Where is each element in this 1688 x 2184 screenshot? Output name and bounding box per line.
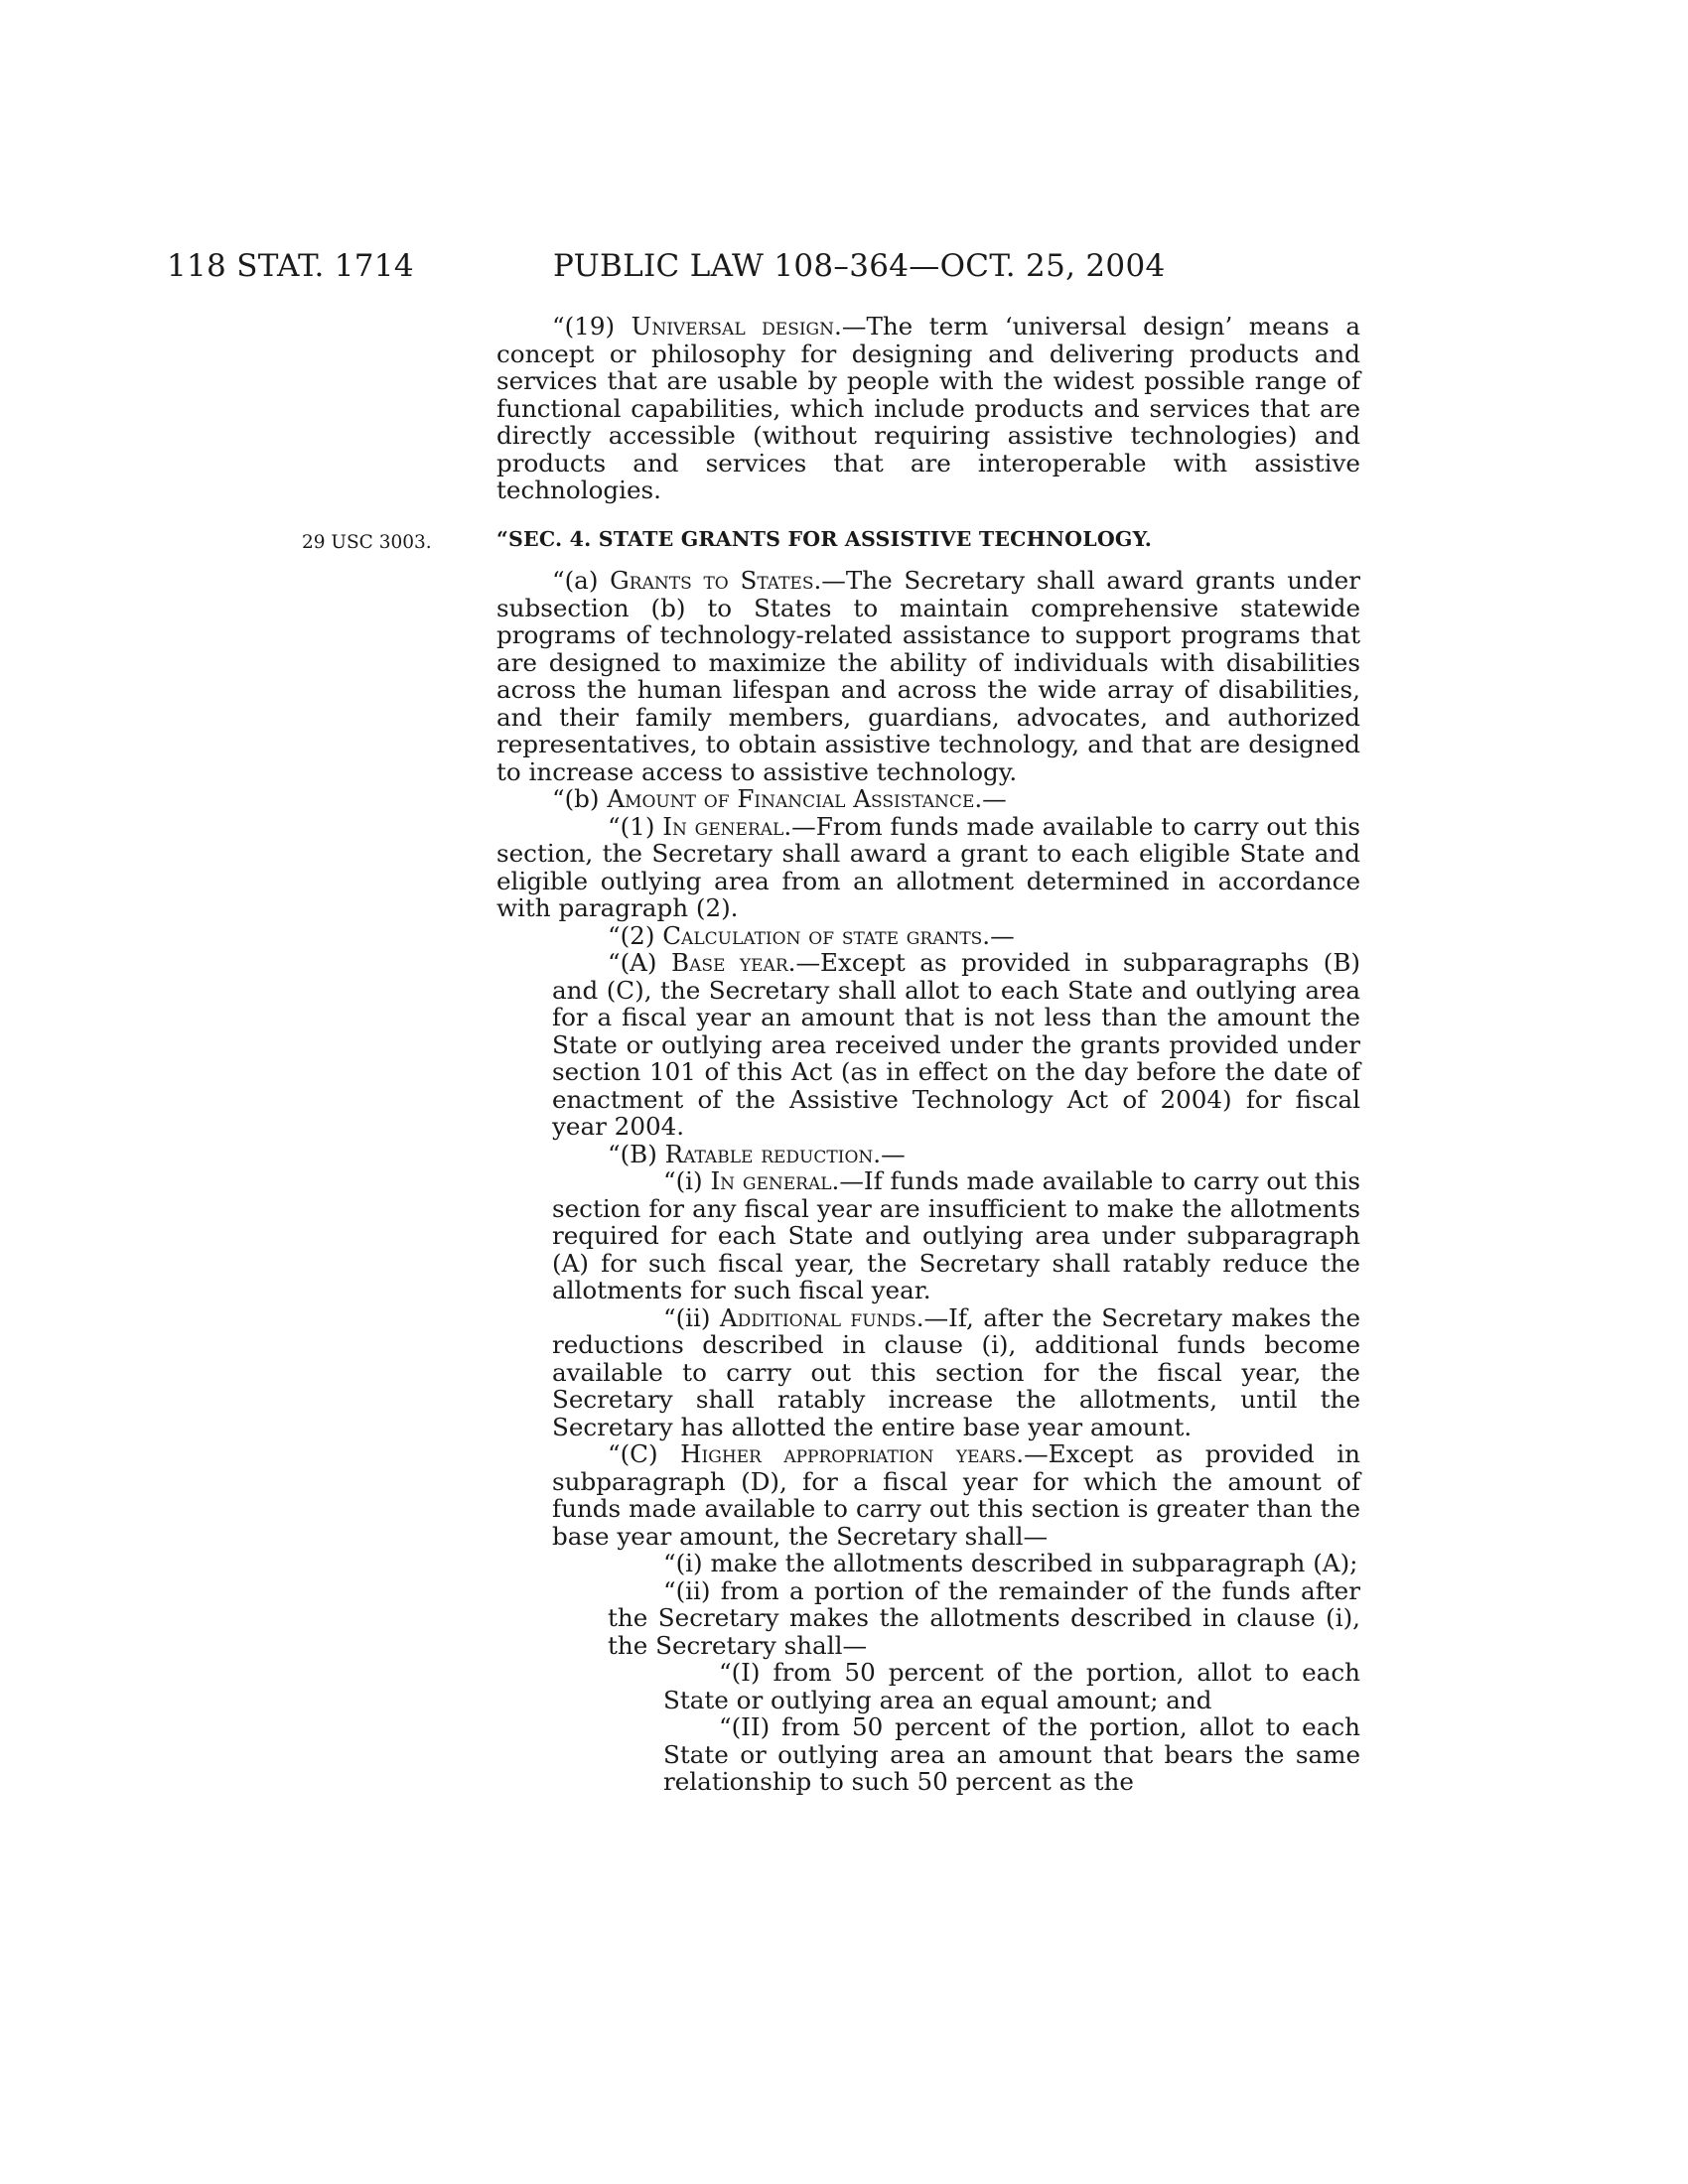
subparagraph-A: “(A) Base year.—Except as provided in subparagraphs (B) and (C), the Secretary shall allot to each State and outlying area for a fiscal year an amount that is not less than the amount the State or outlying area received under the grants provided under section 101 of this Act (as in effect on the day before the date of enactment of the Assistive Technology Act of 2004) for fiscal year 2004. <box>552 948 1360 1141</box>
paragraph-19: “(19) Universal design.—The term ‘universal design’ means a concept or philosophy for designing and delivering products and services that are usable by people with the widest possible range of functional capabilities, which include products and services that are directly accessible (without requiring assistive technologies) and products and services that are interoperable with assistive technologies. <box>496 312 1360 504</box>
clause-C-ii: “(ii) from a portion of the remainder of the funds after the Secretary makes the allotments described in clause (i), the Secretary shall— <box>608 1575 1360 1660</box>
subclause-C-II: “(II) from 50 percent of the portion, allot to each State or outlying area an amount that bears the same relationship to such 50 percent as the <box>663 1712 1360 1796</box>
clause-B-ii: “(ii) Additional funds.—If, after the Secretary makes the reductions described in clause (i), additional funds become available to carry out this section for the fiscal year, the Secretary shall ratably increase the allotments, until the Secretary has allotted the entire base year amount. <box>552 1302 1361 1441</box>
paragraph-b1: “(1) In general.—From funds made available to carry out this section, the Secretary shall award a grant to each eligible State and eligible outlying area from an allotment determined in accordance with paragraph (2). <box>496 811 1360 922</box>
subclause-C-I: “(I) from 50 percent of the portion, allot to each State or outlying area an equal amount; and <box>663 1658 1360 1714</box>
section-heading: “SEC. 4. STATE GRANTS FOR ASSISTIVE TECHNOLOGY. <box>496 526 1153 551</box>
clause-B-i: “(i) In general.—If funds made available to carry out this section for any fiscal year are insufficient to make the allotments required for each State and outlying area under subparagraph (A) for such fiscal year, the Secretary shall ratably reduce the allotments for such fiscal year. <box>552 1166 1360 1304</box>
usc-marginal-note: 29 USC 3003. <box>302 532 432 553</box>
subparagraph-C: “(C) Higher appropriation years.—Except as provided in subparagraph (D), for a fiscal year for which the amount of funds made available to carry out this section is greater than the base year amount, the Secretary shall— <box>552 1439 1360 1551</box>
subparagraph-B: “(B) Ratable reduction.— <box>608 1139 906 1168</box>
paragraph-b2: “(2) Calculation of state grants.— <box>608 920 1015 950</box>
clause-C-i: “(i) make the allotments described in subparagraph (A); <box>663 1549 1358 1577</box>
public-law-header: PUBLIC LAW 108–364—OCT. 25, 2004 <box>553 248 1166 284</box>
subsection-a: “(a) Grants to States.—The Secretary shall award grants under subsection (b) to States to maintain comprehensive statewide programs of technology-related assistance to support programs that are designed to maximize the ability of individuals with disabilities across the human lifespan and across the wide array of disabilities, and their family members, guardians, advocates, and authorized representatives, to obtain assistive technology, and that are designed to increase access to assistive technology. <box>496 566 1360 786</box>
stat-page-number: 118 STAT. 1714 <box>167 248 414 284</box>
body-text <box>496 313 1360 1796</box>
subsection-b: “(b) Amount of Financial Assistance.— <box>552 784 1007 813</box>
